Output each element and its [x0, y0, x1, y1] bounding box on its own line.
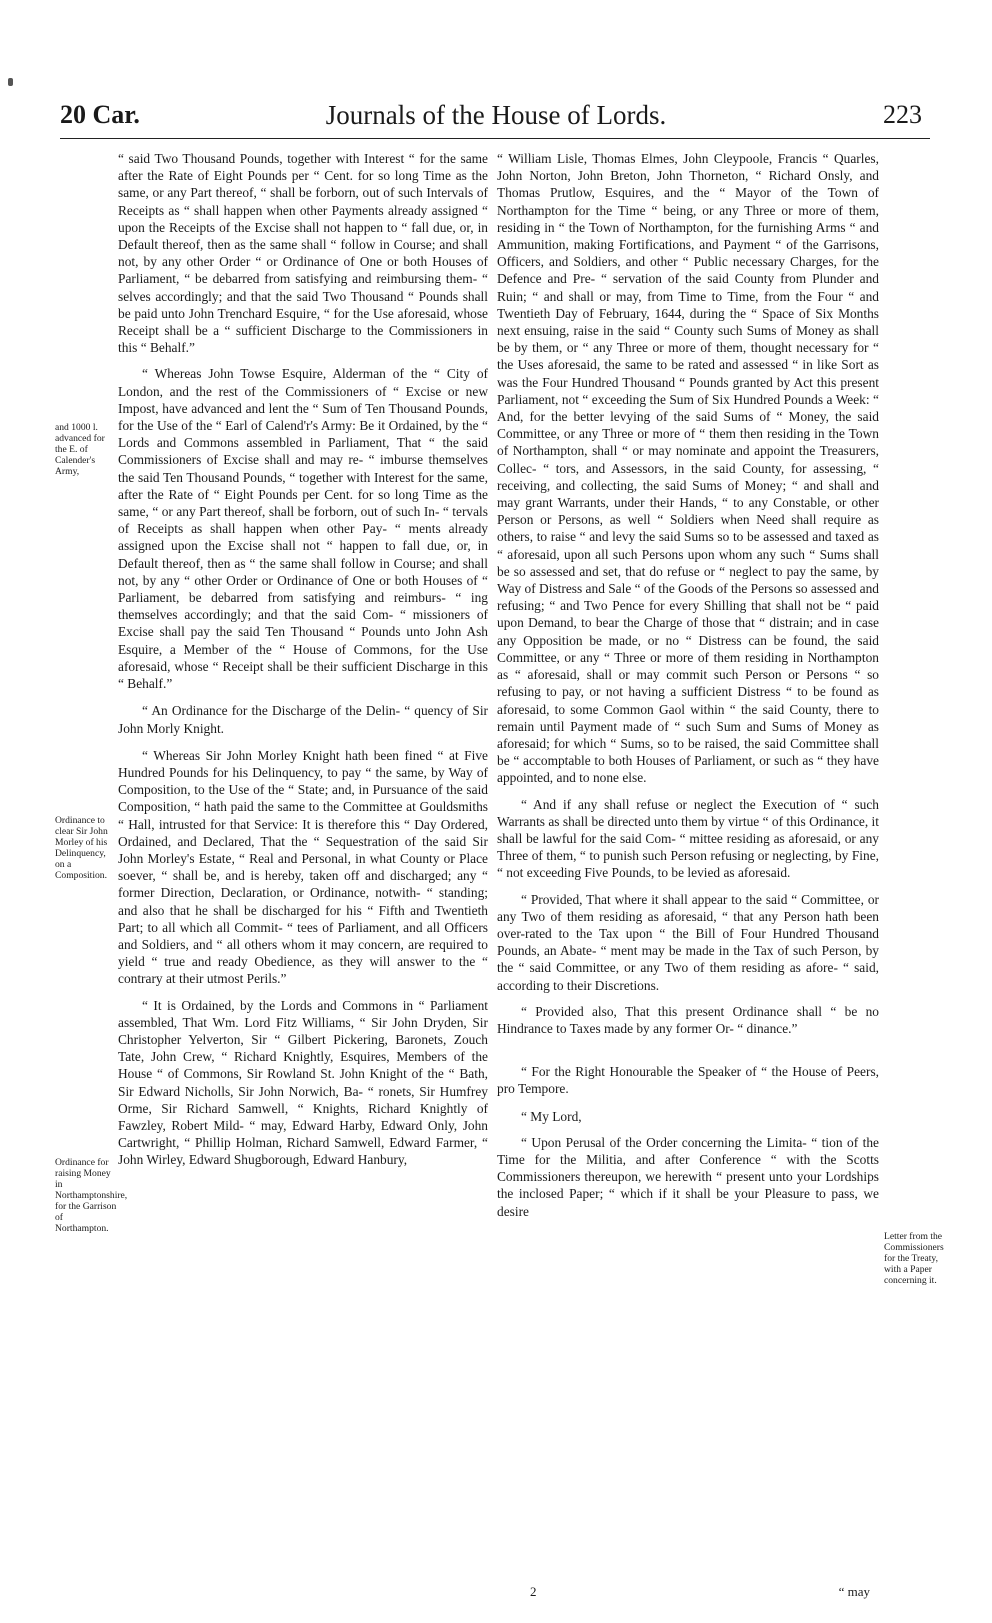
- header-rule: [60, 138, 930, 139]
- paragraph-provided-also: “ Provided also, That this present Ordinance shall “ be no Hindrance to Taxes made by any former Or- “ dinance.”: [497, 1003, 879, 1036]
- paragraph-morley-delinquency: “ Whereas Sir John Morley Knight hath been fined “ at Five Hundred Pounds for his Delinquency, to pay “ the same, by Way of Composition, to the Use of the “ State; and, in Pursuance of the said Composition, “ hath paid the same to the Committee at Gouldsmiths “ Hall, intrusted for that Service: It is therefore this “ Day Ordered, Ordained, and Declared, That the “ Sequestration of the said Sir John Morley's Estate, “ Real and Personal, in what County or Place soever, “ shall be, and is hereby, taken off and discharged; any “ former Direction, Declaration, or Ordinance, notwith- “ standing; and also that he shall be discharged for his “ Fifth and Twentieth Part; to all which all Commit- “ tees of Parliament, and all Officers and Soldiers, and “ all others whom it may concern, are required to yield “ true and ready Obedience, as they will answer to the “ contrary at their utmost Perils.”: [118, 747, 488, 987]
- letter-body: “ Upon Perusal of the Order concerning the Limita- “ tion of the Time for the Militia, and after Conference “ with the Scotts Commissioners thereupon, we herewith “ present unto your Lordships the inclosed Paper; “ which if it shall be your Pleasure to pass, we desire: [497, 1134, 879, 1219]
- paragraph-northampton-continued: “ William Lisle, Thomas Elmes, John Cleypoole, Francis “ Quarles, John Norton, John Breton, John Thorneton, “ Richard Onsly, and Thomas Prutlow, Esquires, and the “ Mayor of the Town of Northampton for the Time “ being, or any Three or more of them, residing in “ the Town of Northampton, for the furnishing Arms “ and Ammunition, making Fortifications, and Payment “ of the Garrisons, Officers, and Soldiers, and other “ Public necessary Charges, for the Defence and Pre- “ servation of the said County from Plunder and Ruin; “ and shall or may, from Time to Time, from the Four “ and Twentieth Day of February, 1644, during the “ Space of Six Months next ensuing, raise in the said “ County such Sums of Money as shall be by them, or “ any Three or more of them, thought necessary for “ the Uses aforesaid, the same to be rated and assessed “ in like Sort as was the Four Hundred Thousand “ Pounds granted by Act this present Parliament, not “ exceeding the Sum of Six Hundred Pounds a Week: “ And, for the better levying of the said Sums of “ Money, the said Committee, or any Three or more of “ them then residing in the Town of Northampton, shall “ or may nominate and appoint the Treasurers, Collec- “ tors, and Assessors, in the said County, for assessing, “ receiving, and collecting, the said Sums of Money; “ and shall and may grant Warrants, under their Hands, “ to any Constable, or other Person or Persons, as well “ Soldiers when Need shall require as others, to raise “ and levy the said Sums so to be assessed and taxed as “ aforesaid, upon all such Persons upon whom any such “ Sums shall be so assessed and set, that do refuse or “ neglect to pay the same, by Way of Distress and Sale “ of the Goods of the Persons so assessed and refusing; “ and Two Pence for every Shilling that shall not be “ paid upon Demand, to bear the Charge of those that “ distrain; and in case any Opposition be made, or no “ Distress can be found, the said Committee, or any “ Three or more of them residing in Northampton as “ aforesaid, shall or may commit such Person or Persons “ so refusing to pay, or not having a sufficient Distress “ to be found as aforesaid, to some Common Gaol within “ the said County, there to remain until Payment made of “ such Sum and Sums of Money as aforesaid; for which “ Sums, so to be raised, the said Committee shall be “ accomptable to both Houses of Parliament, or such as “ they have appointed, and to none else.: [497, 151, 879, 786]
- scan-speck: [8, 78, 13, 86]
- right-column: [497, 150, 879, 1229]
- margin-note-calender-army: and 1000 l. advanced for the E. of Calender's Army,: [55, 422, 105, 477]
- letter-address: “ For the Right Honourable the Speaker of “ the House of Peers, pro Tempore.: [497, 1064, 879, 1097]
- margin-note-morley: Ordinance to clear Sir John Morley of his Delinquency, on a Composition.: [55, 815, 108, 881]
- page-number: 223: [883, 100, 922, 129]
- margin-note-letter: Letter from the Commissioners for the Treaty, with a Paper concerning it.: [884, 1231, 944, 1286]
- catchword: “ may: [838, 1584, 870, 1599]
- ordinance-title-morly: “ An Ordinance for the Discharge of the Delin- “ quency of Sir John Morly Knight.: [118, 703, 488, 736]
- regnal-year: 20 Car.: [60, 100, 140, 129]
- paragraph-refuse-warrants: “ And if any shall refuse or neglect the Execution of “ such Warrants as shall be directed unto them by virtue “ of this Ordinance, it shall be lawful for the said Com- “ mittee residing as aforesaid, or any Three of them, “ to punish such Person refusing or neglecting, by Fine, “ not exceeding Five Pounds, to be levied as aforesaid.: [497, 796, 879, 881]
- margin-note-northampton: Ordinance for raising Money in Northamptonshire, for the Garrison of Northampton.: [55, 1157, 128, 1234]
- running-title: Journals of the House of Lords.: [325, 100, 667, 130]
- paragraph-provided-abatement: “ Provided, That where it shall appear to the said “ Committee, or any Two of them residing as aforesaid, “ that any Person hath been over-rated to the Tax upon “ the Bill of Four Hundred Thousand Pounds, an Abate- “ ment may be made in the Tax of such Person, by the “ said Committee, or any Two of them residing as afore- “ said, according to their Discretions.: [497, 891, 879, 993]
- signature-mark: 2: [530, 1584, 537, 1599]
- paragraph-ten-thousand-pounds: “ Whereas John Towse Esquire, Alderman of the “ City of London, and the rest of the Commissioners of “ Excise or new Impost, have advanced and lent the “ Sum of Ten Thousand Pounds, for the Use of the “ Earl of Calend'r's Army: Be it Ordained, by the “ Lords and Commons assembled in Parliament, That “ the said Commissioners of Excise shall and may re- “ imburse themselves the said Ten Thousand Pounds, “ together with Interest for the same, after the Rate of “ Eight Pounds per Cent. for so long Time as the same, “ or any Part thereof, shall be forborn, out of such In- “ tervals of Receipts as shall happen when other Pay- “ ments already assigned upon the Excise shall not “ happen to fall due, or, in Default thereof, then as “ the same shall follow in Course; and shall not, by any “ other Order or Ordinance of One or both Houses of “ Parliament, be debarred from satisfying and reimburs- “ ing themselves accordingly; and that the said Com- “ missioners of Excise shall pay the said Ten Thousand “ Pounds unto John Ash Esquire, a Member of the “ House of Commons, for the Use aforesaid, whose “ Receipt shall be their sufficient Discharge in this “ Behalf.”: [118, 366, 488, 692]
- paragraph-two-thousand-pounds: “ said Two Thousand Pounds, together with Interest “ for the same after the Rate of Eight Pounds per “ Cent. for so long Time as the same, or any Part thereof, “ shall be forborn, out of such Intervals of Receipts as “ shall happen when other Payments already assigned “ upon the Receipts of the Excise shall not happen to “ fall due, or, in Default thereof, then as the same shall “ follow in Course; and shall not, by any other Order “ or Ordinance of One or both Houses of Parliament, “ be debarred from satisfying and reimbursing them- “ selves accordingly; and that the said Two Thousand “ Pounds shall be paid unto John Trenchard Esquire, “ for the Use aforesaid, whose Receipt shall be a “ sufficient Discharge to the Commissioners in this “ Behalf.”: [118, 151, 488, 356]
- left-column: [118, 150, 488, 1178]
- paragraph-northampton-ordinance: “ It is Ordained, by the Lords and Commons in “ Parliament assembled, That Wm. Lord Fitz Williams, “ Sir John Dryden, Sir Christopher Yelverton, Sir “ Gilbert Pickering, Baronets, Zouch Tate, John Crew, “ Richard Knightly, Esquires, Members of the House “ of Commons, Sir Rowland St. John Knight of the “ Bath, Sir Edward Nicholls, Sir John Norwich, Ba- “ ronets, Sir Humfrey Orme, Sir Richard Samwell, “ Knights, Richard Knightly of Fawzley, Robert Mild- “ may, Edward Harby, Edward Only, John Cartwright, “ Phillip Holman, Richard Samwell, Edward Farmer, “ John Wirley, Edward Shugborough, Edward Hanbury,: [118, 997, 488, 1168]
- letter-salutation: “ My Lord,: [521, 1108, 582, 1124]
- page-header: [0, 100, 992, 148]
